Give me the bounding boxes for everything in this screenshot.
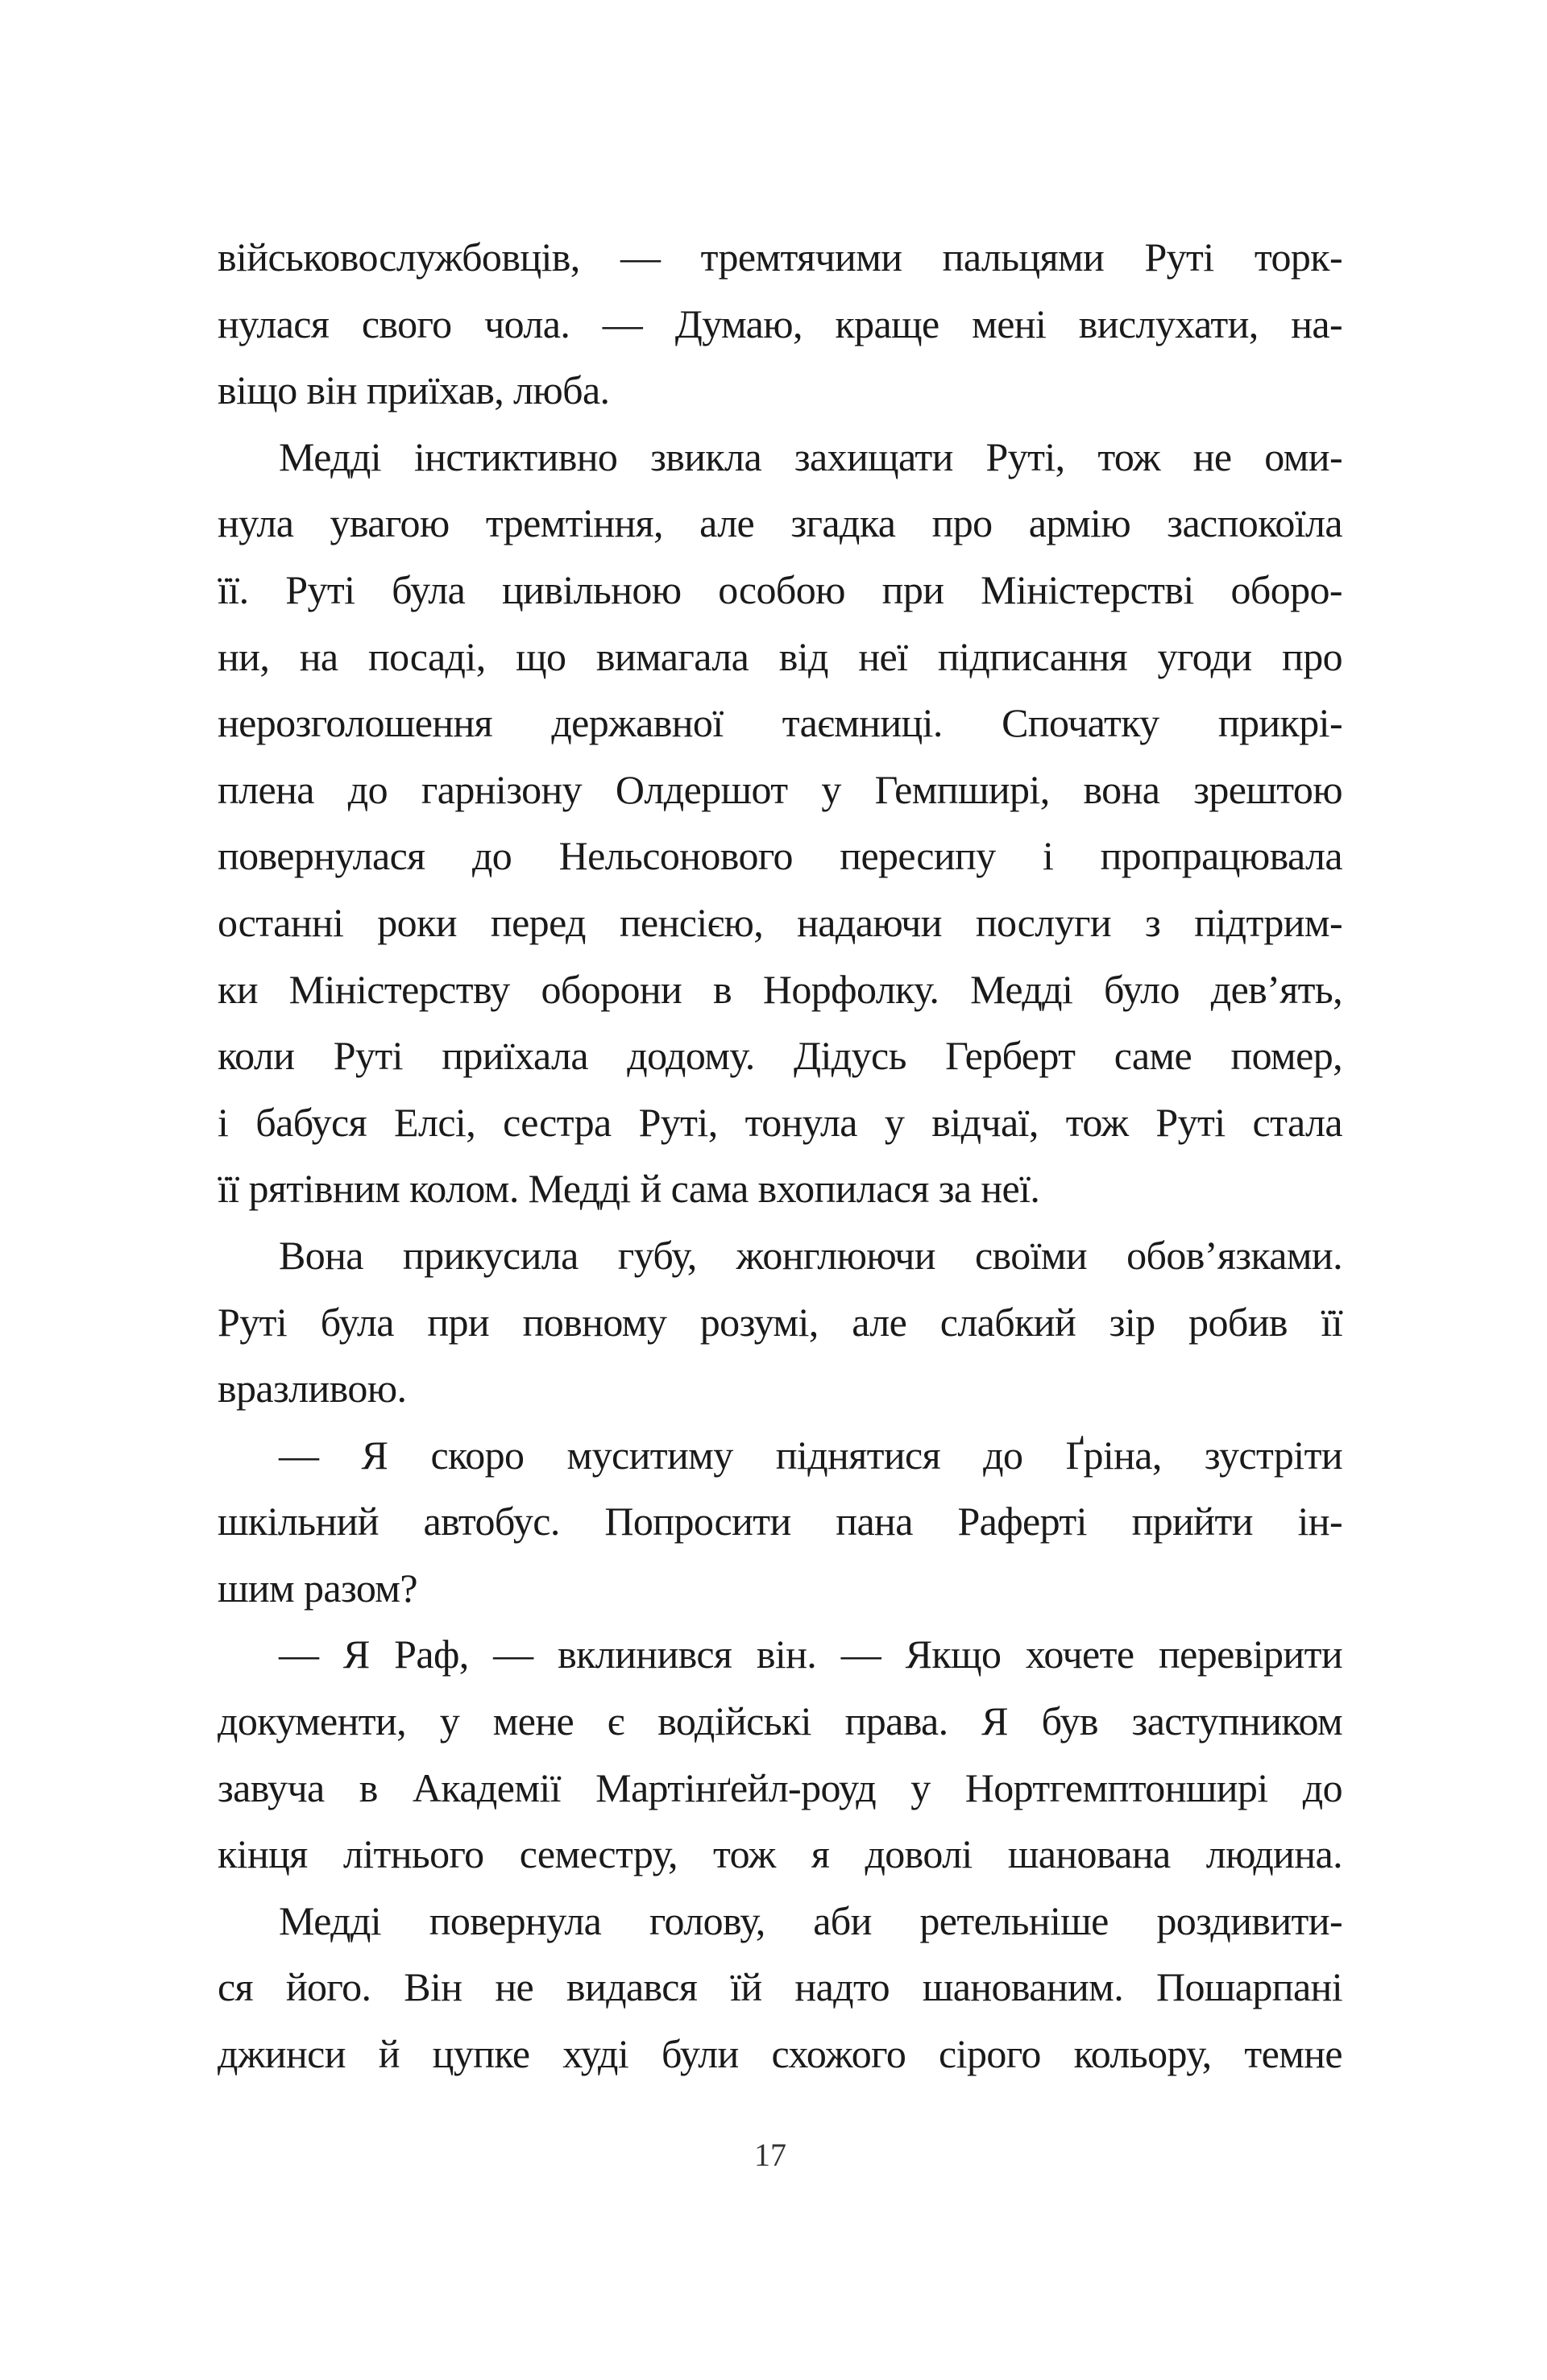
text-line: її рятівним колом. Медді й сама вхопилася за неї. [218,1166,1040,1212]
text-line: її. Руті була цивільною особою при Міністерстві оборо- [218,566,1342,612]
text-line: джинси й цупке худі були схожого сірого кольору, темне [218,2031,1342,2077]
text-line: шкільний автобус. Попросити пана Раферті прийти ін- [218,1499,1342,1545]
text-line: військовослужбовців, — тремтячими пальцями Руті торк- [218,234,1342,280]
body-text [218,224,1342,2088]
text-line: Вона прикусила губу, жонглюючи своїми обов’язками. [279,1232,1342,1278]
text-line: ни, на посаді, що вимагала від неї підписання угоди про [218,633,1342,679]
text-line: нулася свого чола. — Думаю, краще мені вислухати, на- [218,301,1342,346]
text-line: останні роки перед пенсією, надаючи послуги з підтрим- [218,899,1342,945]
text-line: нерозголошення державної таємниці. Спочатку прикрі- [218,700,1342,746]
text-line: — Я скоро муситиму піднятися до Ґріна, зустріти [279,1432,1342,1478]
text-line: повернулася до Нельсонового пересипу і пропрацювала [218,833,1342,879]
text-line: ки Міністерству оборони в Норфолку. Медді було дев’ять, [218,966,1342,1012]
text-line: віщо він приїхав, люба. [218,367,610,413]
text-line: кінця літнього семестру, тож я доволі шанована людина. [218,1831,1342,1877]
page-number: 17 [754,2137,786,2173]
text-line: документи, у мене є водійські права. Я був заступником [218,1698,1342,1744]
text-line: ся його. Він не видався їй надто шанованим. Пошарпані [218,1964,1342,2010]
text-line: — Я Раф, — вклинився він. — Якщо хочете перевірити [279,1632,1342,1677]
text-line: і бабуся Елсі, сестра Руті, тонула у відчаї, тож Руті стала [218,1099,1342,1145]
text-line: Руті була при повному розумі, але слабкий зір робив її [218,1299,1342,1345]
text-line: нула увагою тремтіння, але згадка про армію заспокоїла [218,500,1342,546]
text-line: вразливою. [218,1366,407,1412]
text-line: Медді інстиктивно звикла захищати Руті, тож не оми- [279,433,1342,479]
text-line: Медді повернула голову, аби ретельніше роздивити- [279,1897,1342,1943]
text-line: шим разом? [218,1565,417,1611]
text-line: завуча в Академії Мартінґейл-роуд у Нортгемптонширі до [218,1764,1342,1810]
text-line: коли Руті приїхала додому. Дідусь Герберт саме помер, [218,1033,1342,1079]
text-line: плена до гарнізону Олдершот у Гемпширі, вона зрештою [218,766,1342,812]
